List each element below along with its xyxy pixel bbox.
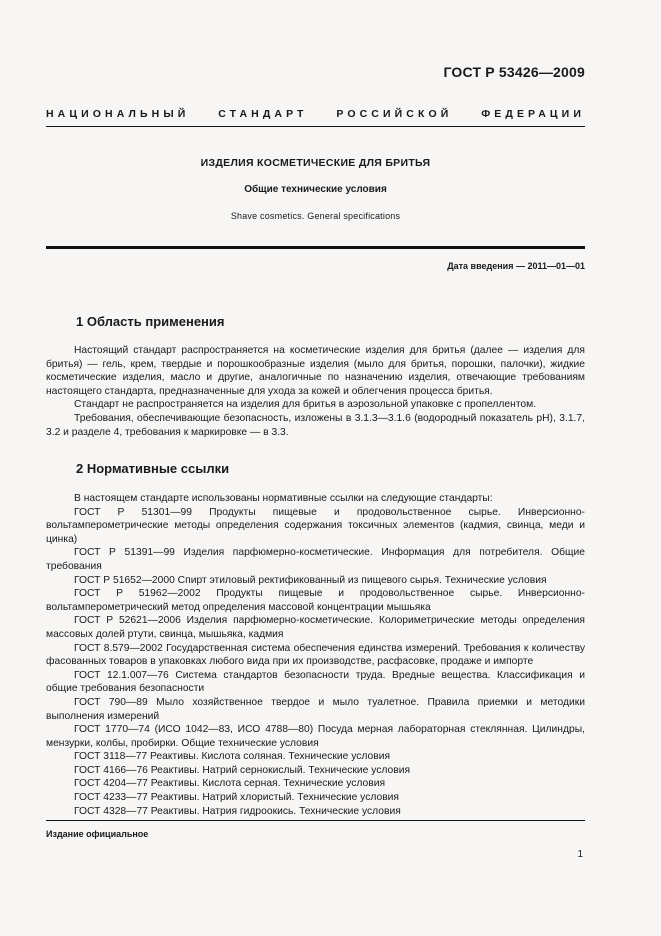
reference-item: ГОСТ 3118—77 Реактивы. Кислота соляная. Технические условия <box>74 751 391 763</box>
reference-item: ГОСТ 8.579—2002 Государственная система обеспечения единства измерений. Требования к количеству фасованных товаров в упаковках любого вида при их производстве, расфасовке, продаже и импорте <box>46 642 585 668</box>
footer-rule <box>46 820 585 821</box>
paragraph: Стандарт не распространяется на изделия для бритья в аэрозольной упаковке с пропеллентом. <box>74 399 537 411</box>
reference-item: ГОСТ 4328—77 Реактивы. Натрия гидроокись. Технические условия <box>74 805 401 817</box>
page-number: 1 <box>577 849 583 860</box>
reference-item: ГОСТ Р 51962—2002 Продукты пищевые и продовольственное сырье. Инверсионно-вольтамперометрический метод определения массовой концентрации мышьяка <box>46 588 585 613</box>
document-subtitle: Общие технические условия <box>244 184 387 195</box>
reference-item: ГОСТ 4233—77 Реактивы. Натрий хлористый. Технические условия <box>74 792 399 804</box>
reference-item: ГОСТ 1770—74 (ИСО 1042—83, ИСО 4788—80) Посуда мерная лабораторная стеклянная. Цилиндры, мензурки, колбы, пробирки. Общие технические условия <box>46 724 585 749</box>
document-english-title: Shave cosmetics. General specifications <box>230 211 401 221</box>
reference-item: ГОСТ Р 52621—2006 Изделия парфюмерно-косметические. Колориметрические методы определения массовых долей ртути, свинца, мышьяка, кадмия <box>46 615 585 640</box>
banner-word: НАЦИОНАЛЬНЫЙ <box>46 108 190 120</box>
section-1-heading: 1 Область применения <box>76 314 225 329</box>
paragraph: Требования, обеспечивающие безопасность, изложены в 3.1.3—3.1.6 (водородный показатель pH), 3.1.7, 3.2 и разделе 4, требования к маркировке — в 3.3. <box>46 412 585 438</box>
reference-item: ГОСТ 12.1.007—76 Система стандартов безопасности труда. Вредные вещества. Классификация и общие требования безопасности <box>46 669 585 695</box>
banner-word: ФЕДЕРАЦИИ <box>481 108 585 120</box>
reference-item: ГОСТ Р 51391—99 Изделия парфюмерно-косметические. Информация для потребителя. Общие требования <box>46 547 585 572</box>
section-1-body <box>46 344 585 439</box>
national-standard-banner <box>46 108 585 120</box>
section-2-body <box>46 492 585 818</box>
reference-item: ГОСТ 790—89 Мыло хозяйственное твердое и мыло туалетное. Правила приемки и методики выполнения измерений <box>46 696 585 722</box>
reference-item: ГОСТ Р 51652—2000 Спирт этиловый ректификованный из пищевого сырья. Технические условия <box>74 574 547 586</box>
section-2-heading: 2 Нормативные ссылки <box>76 461 230 476</box>
paragraph: Настоящий стандарт распространяется на косметические изделия для бритья (далее — изделия для бритья) — гель, крем, твердые и порошкообразные изделия (мыло для бритья, порошки, палочки), жидкие косметические изделия, масло и другие, аналогичные по назначению изделия, отвечающие требованиям настоящего стандарта, предназначенные для ухода за кожей и облегчения процесса бритья. <box>46 345 585 397</box>
edition-note: Издание официальное <box>46 829 149 839</box>
introduction-date: Дата введения — 2011—01—01 <box>447 261 585 271</box>
document-title: ИЗДЕЛИЯ КОСМЕТИЧЕСКИЕ ДЛЯ БРИТЬЯ <box>200 157 431 169</box>
reference-item: ГОСТ Р 51301—99 Продукты пищевые и продовольственное сырье. Инверсионно-вольтамперометрические методы определения содержания токсичных элементов (кадмия, свинца, меди и цинка) <box>46 506 585 545</box>
standard-number: ГОСТ Р 53426—2009 <box>443 64 585 80</box>
banner-word: РОССИЙСКОЙ <box>336 108 453 120</box>
banner-word: СТАНДАРТ <box>218 108 308 120</box>
title-rule <box>46 246 585 249</box>
reference-item: ГОСТ 4204—77 Реактивы. Кислота серная. Технические условия <box>74 778 386 790</box>
paragraph: В настоящем стандарте использованы нормативные ссылки на следующие стандарты: <box>74 493 493 504</box>
reference-item: ГОСТ 4166—76 Реактивы. Натрий сернокислый. Технические условия <box>74 764 411 776</box>
header-rule <box>46 126 585 127</box>
